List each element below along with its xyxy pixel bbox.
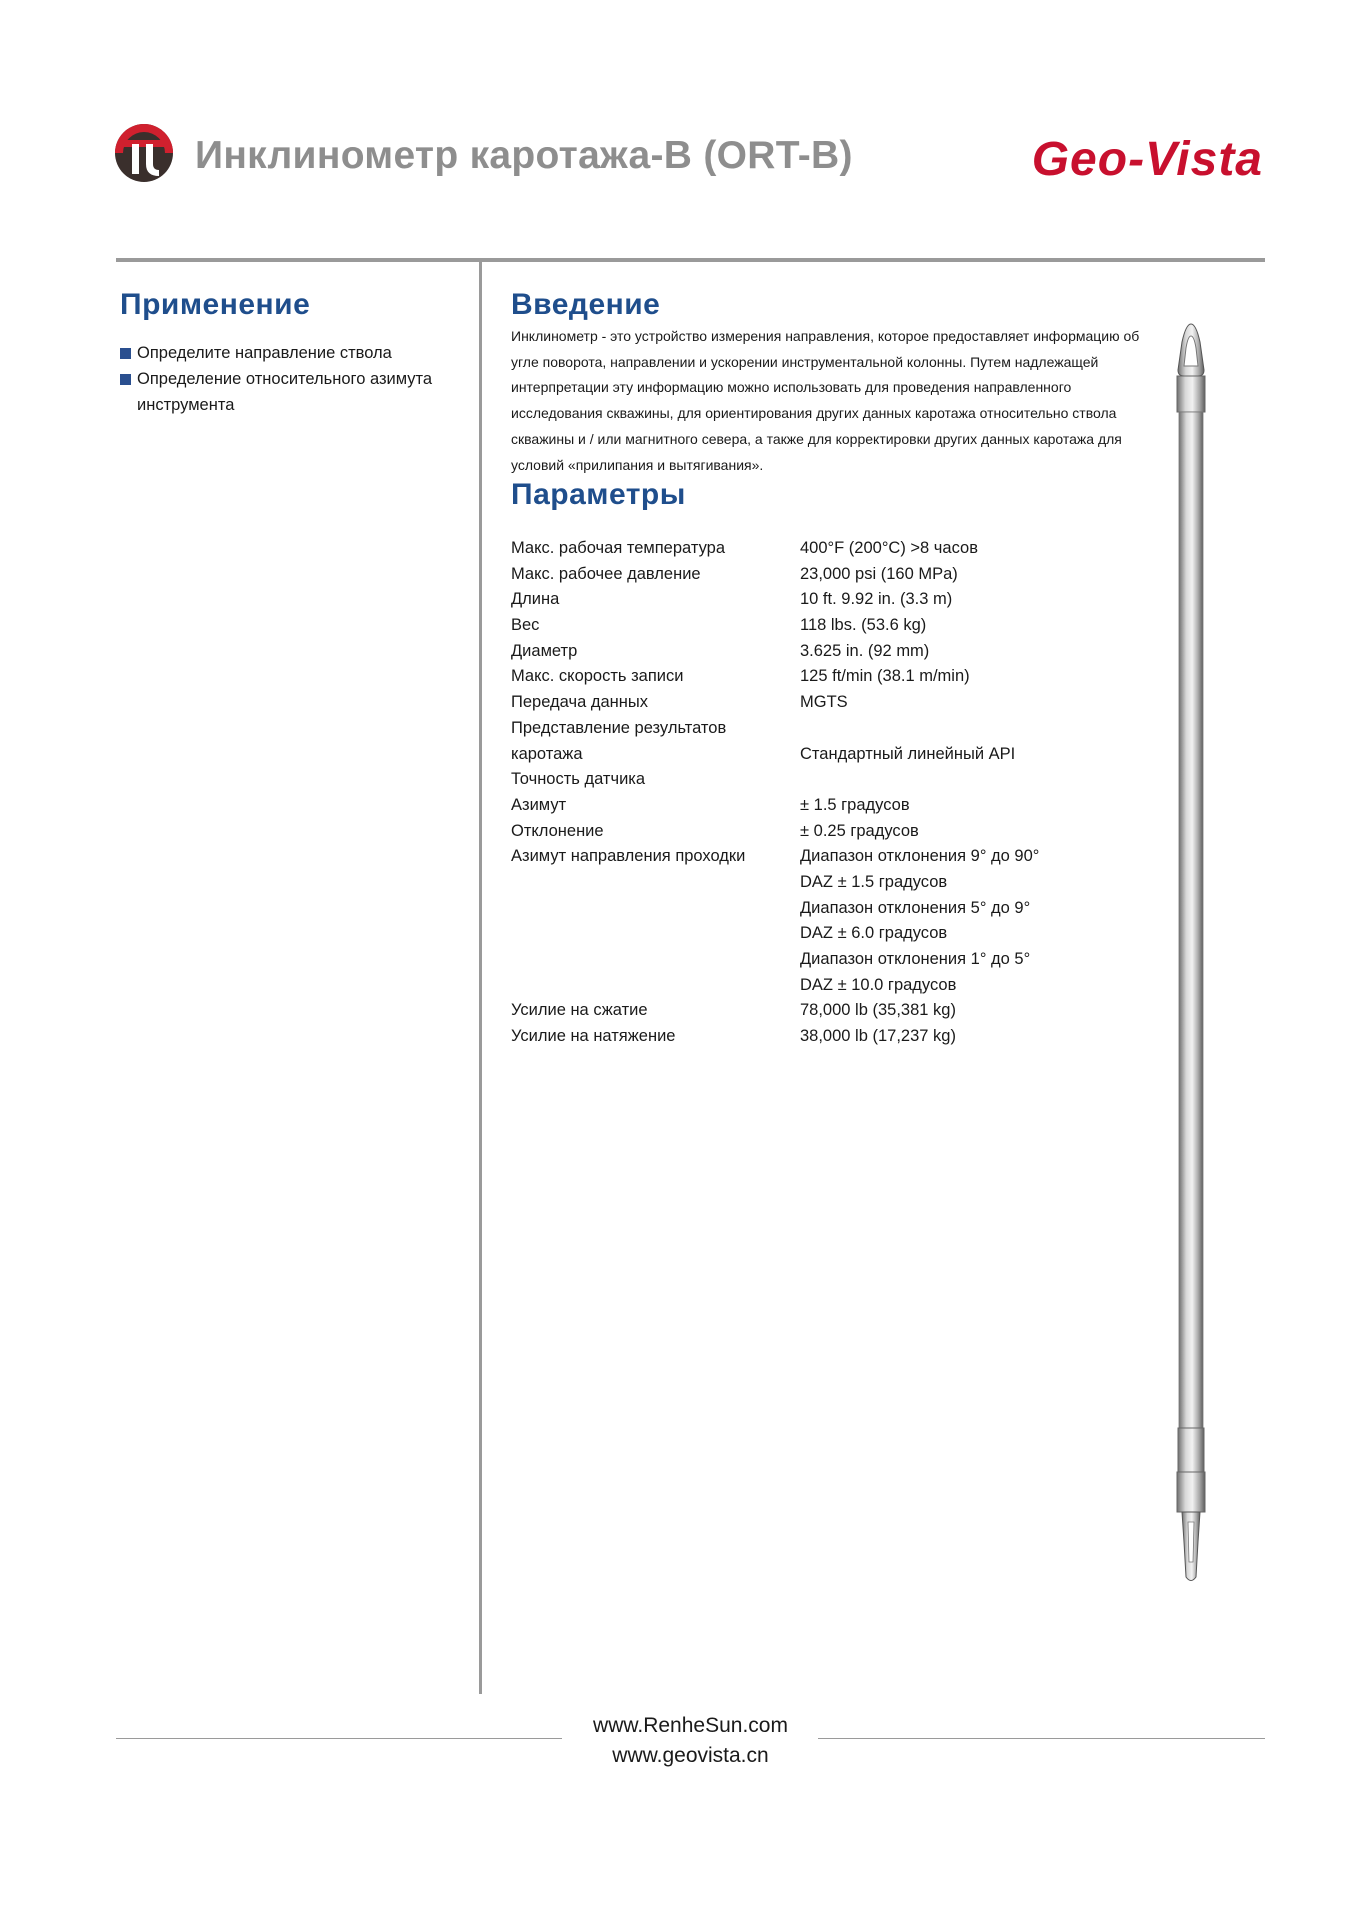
bullet-square-icon (120, 348, 131, 359)
parameter-label: Вес (511, 616, 540, 635)
parameter-value: 10 ft. 9.92 in. (3.3 m) (800, 590, 953, 609)
applications-heading: Применение (120, 288, 311, 321)
parameter-label: Точность датчика (511, 770, 646, 789)
parameter-label: Макс. рабочая температура (511, 539, 725, 557)
parameter-row (511, 947, 1111, 973)
parameter-value: 3.625 in. (92 mm) (800, 641, 930, 660)
parameter-label: Азимут направления проходки (511, 847, 746, 866)
list-item (120, 340, 460, 366)
parameter-row (511, 896, 1111, 922)
parameter-value: 78,000 lb (35,381 kg) (800, 1001, 956, 1020)
parameter-value: 125 ft/min (38.1 m/min) (800, 667, 970, 686)
parameter-row (511, 973, 1111, 999)
parameter-value: DAZ ± 6.0 градусов (800, 924, 948, 943)
list-item (120, 366, 460, 418)
parameter-value: ± 1.5 градусов (800, 795, 910, 814)
parameter-label: Азимут (511, 795, 567, 814)
application-text: Определение относительного азимута инструмента (137, 370, 433, 414)
parameter-row (511, 921, 1111, 947)
parameters-heading: Параметры (511, 478, 686, 511)
parameter-label: Макс. рабочее давление (511, 564, 701, 583)
application-text: Определите направление ствола (137, 344, 392, 362)
parameter-value: 38,000 lb (17,237 kg) (800, 1027, 956, 1046)
parameter-label: Представление результатов (511, 718, 727, 737)
company-logo-icon (115, 124, 173, 182)
parameter-row (511, 767, 1111, 793)
parameter-value: MGTS (800, 693, 848, 712)
parameter-label: Макс. скорость записи (511, 667, 684, 686)
footer-rule-right (818, 1738, 1265, 1739)
parameter-label: Диаметр (511, 641, 578, 660)
parameter-row (511, 793, 1111, 819)
parameter-label: Длина (511, 590, 560, 609)
parameter-value: Диапазон отклонения 9° до 90° (800, 847, 1040, 866)
parameter-label: Передача данных (511, 693, 648, 712)
parameter-value: Диапазон отклонения 5° до 9° (800, 898, 1031, 917)
parameter-value: 118 lbs. (53.6 kg) (800, 616, 927, 635)
inclinometer-tool-image (1174, 322, 1208, 1584)
parameter-row (511, 664, 1111, 690)
parameter-row (511, 639, 1111, 665)
parameter-row (511, 562, 1111, 588)
parameter-row (511, 690, 1111, 716)
parameter-label: Отклонение (511, 821, 604, 840)
parameter-row (511, 1024, 1111, 1050)
footer-rule-left (116, 1738, 562, 1739)
introduction-heading: Введение (511, 288, 661, 321)
brand-logo-text: Geo-Vista (1031, 133, 1263, 186)
column-divider (479, 262, 482, 1694)
parameter-value: DAZ ± 10.0 градусов (800, 975, 957, 994)
parameter-value: 23,000 psi (160 MPa) (800, 564, 958, 583)
parameter-value: ± 0.25 градусов (800, 821, 919, 840)
parameter-label: каротажа (511, 744, 583, 763)
applications-list (120, 340, 460, 418)
parameter-row (511, 613, 1111, 639)
document-title: Инклинометр каротажа-B (ORT-B) (195, 134, 853, 177)
parameter-row (511, 742, 1111, 768)
footer-link-geovista[interactable]: www.geovista.cn (612, 1744, 769, 1767)
parameter-row (511, 844, 1111, 870)
header-divider (116, 258, 1265, 262)
parameter-value: Стандартный линейный API (800, 744, 1016, 763)
parameter-row (511, 998, 1111, 1024)
introduction-text: Инклинометр - это устройство измерения направления, которое предоставляет информацию об угле поворота, направлении и ускорении инструментальной колонны. Путем надлежащей интерпретации эту информацию можно использовать для проведения направленного исследования скважины, для ориентирования других данных каротажа относительно ствола скважины и / или магнитного севера, а также для корректировки других данных каротажа для условий «прилипания и вытягивания». (511, 328, 1140, 473)
parameter-row (511, 870, 1111, 896)
bullet-square-icon (120, 374, 131, 385)
footer-link-renhesun[interactable]: www.RenheSun.com (593, 1714, 788, 1737)
parameter-value: Диапазон отклонения 1° до 5° (800, 950, 1031, 968)
parameter-label: Усилие на натяжение (511, 1027, 676, 1046)
parameter-value: DAZ ± 1.5 градусов (800, 872, 948, 891)
parameter-value: 400°F (200°C) >8 часов (800, 539, 978, 557)
parameter-label: Усилие на сжатие (511, 1001, 648, 1020)
parameter-row (511, 819, 1111, 845)
parameters-table (511, 536, 1111, 1050)
parameter-row (511, 587, 1111, 613)
parameter-row (511, 536, 1111, 562)
parameter-row (511, 716, 1111, 742)
